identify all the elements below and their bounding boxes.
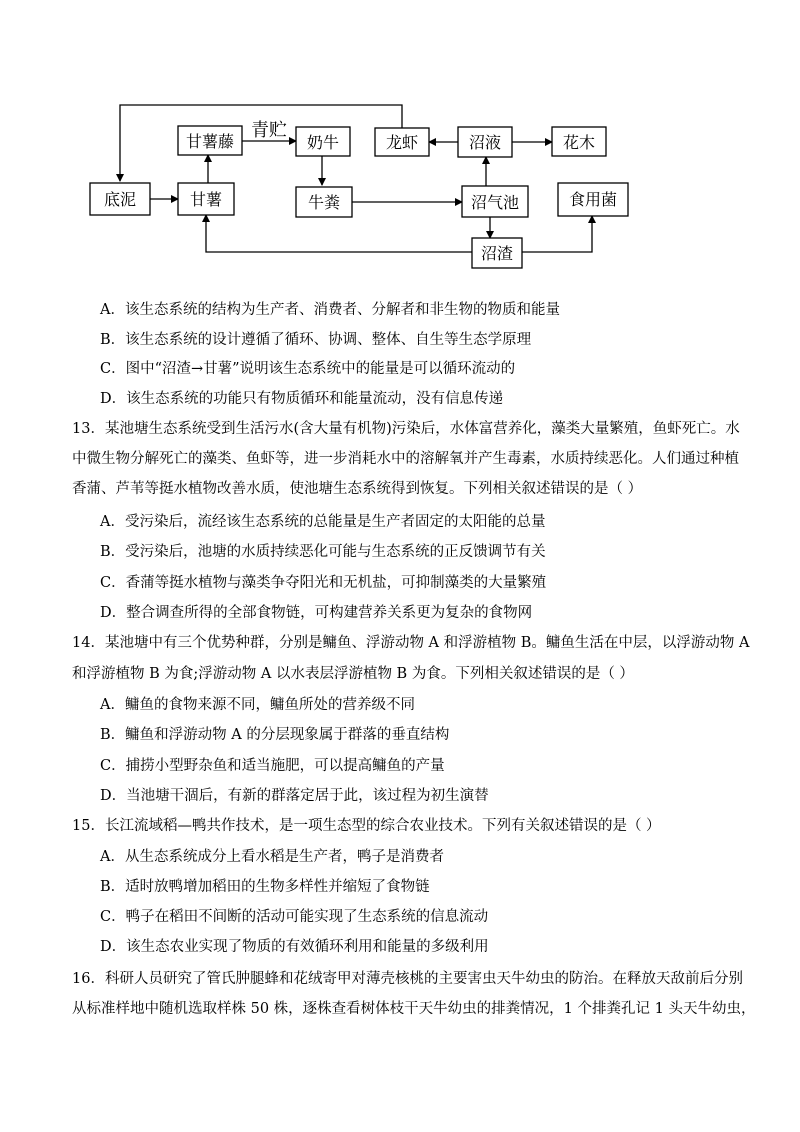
q16-stem-line1: 16．科研人员研究了管氏肿腿蜂和花绒寄甲对薄壳核桃的主要害虫天牛幼虫的防治。在释放天敌前后分别 (72, 971, 743, 987)
svg-text:沼气池: 沼气池 (470, 193, 520, 212)
svg-text:底泥: 底泥 (103, 190, 137, 209)
q13-option-b: B．受污染后，池塘的水质持续恶化可能与生态系统的正反馈调节有关 (100, 544, 546, 560)
arrow-zhaozha-to-shiyongjun (522, 216, 592, 252)
svg-text:沼液: 沼液 (468, 133, 502, 152)
q14-option-c: C．捕捞小型野杂鱼和适当施肥，可以提高鳙鱼的产量 (100, 758, 445, 774)
q13-option-c: C．香蒲等挺水植物与藻类争夺阳光和无机盐，可抑制藻类的大量繁殖 (100, 575, 547, 591)
svg-text:甘薯藤: 甘薯藤 (185, 132, 235, 151)
q15-option-b: B．适时放鸭增加稻田的生物多样性并缩短了食物链 (100, 879, 430, 895)
node-di-ni (90, 183, 150, 215)
q13-stem-line1: 13．某池塘生态系统受到生活污水(含大量有机物)污染后，水体富营养化，藻类大量繁殖，鱼虾死亡。水 (72, 421, 740, 437)
label-qingzhu: 青贮 (251, 120, 287, 141)
q15-stem-line1: 15．长江流域稻—鸭共作技术，是一项生态型的综合农业技术。下列有关叙述错误的是（ ） (72, 818, 661, 834)
q13-stem-line2: 中微生物分解死亡的藻类、鱼虾等，进一步消耗水中的溶解氧并产生毒素，水质持续恶化。人们通过种植 (72, 451, 739, 467)
node-niu-nai (296, 127, 350, 156)
q16-stem-line2: 从标准样地中随机选取样株 50 株，逐株查看树体枝干天牛幼虫的排粪情况，1 个排粪孔记 1 头天牛幼虫， (72, 1001, 756, 1017)
q12-option-c: C．图中“沼渣→甘薯”说明该生态系统中的能量是可以循环流动的 (100, 361, 516, 377)
q15-option-c: C．鸭子在稻田不间断的活动可能实现了生态系统的信息流动 (100, 909, 489, 925)
node-zhao-zha (472, 238, 522, 268)
svg-text:花木: 花木 (562, 133, 596, 152)
arrow-longxia-to-dini (120, 105, 402, 181)
node-zhao-ye (458, 127, 512, 157)
svg-text:龙虾: 龙虾 (385, 133, 419, 152)
svg-text:食用菌: 食用菌 (568, 190, 618, 209)
q14-option-d: D．当池塘干涸后，有新的群落定居于此，该过程为初生演替 (100, 788, 489, 804)
q14-stem-line1: 14．某池塘中有三个优势种群，分别是鳙鱼、浮游动物 A 和浮游植物 B。鳙鱼生活在中层，以浮游动物 A (72, 635, 750, 651)
node-ganshu-teng (178, 126, 242, 155)
svg-text:甘薯: 甘薯 (189, 190, 223, 209)
arrow-zhaozha-to-ganshu (206, 215, 472, 252)
q15-option-a: A．从生态系统成分上看水稻是生产者，鸭子是消费者 (100, 849, 444, 865)
q12-option-d: D．该生态系统的功能只有物质循环和能量流动，没有信息传递 (100, 391, 504, 407)
q14-stem-line2: 和浮游植物 B 为食;浮游动物 A 以水表层浮游植物 B 为食。下列相关叙述错误的是（ ） (72, 666, 634, 682)
q13-stem-line3: 香蒲、芦苇等挺水植物改善水质，使池塘生态系统得到恢复。下列相关叙述错误的是（ ） (72, 481, 643, 497)
q12-option-b: B．该生态系统的设计遵循了循环、协调、整体、自生等生态学原理 (100, 332, 532, 348)
q15-option-d: D．该生态农业实现了物质的有效循环利用和能量的多级利用 (100, 939, 489, 955)
q14-option-b: B．鳙鱼和浮游动物 A 的分层现象属于群落的垂直结构 (100, 727, 450, 743)
svg-text:牛粪: 牛粪 (307, 193, 341, 212)
node-shi-yong-jun (558, 183, 628, 216)
node-gan-shu (178, 183, 234, 215)
q14-option-a: A．鳙鱼的食物来源不同，鳙鱼所处的营养级不同 (100, 697, 415, 713)
q13-option-d: D．整合调查所得的全部食物链，可构建营养关系更为复杂的食物网 (100, 605, 533, 621)
node-hua-mu (552, 127, 606, 156)
svg-text:奶牛: 奶牛 (306, 133, 340, 152)
node-long-xia (375, 128, 429, 156)
q12-option-a: A．该生态系统的结构为生产者、消费者、分解者和非生物的物质和能量 (100, 302, 560, 318)
svg-text:沼渣: 沼渣 (480, 244, 514, 263)
node-zhao-qi-chi (462, 186, 528, 217)
q13-option-a: A．受污染后，流经该生态系统的总能量是生产者固定的太阳能的总量 (100, 514, 546, 530)
ecosystem-flow-diagram (0, 0, 800, 280)
node-niu-fen (296, 187, 352, 217)
